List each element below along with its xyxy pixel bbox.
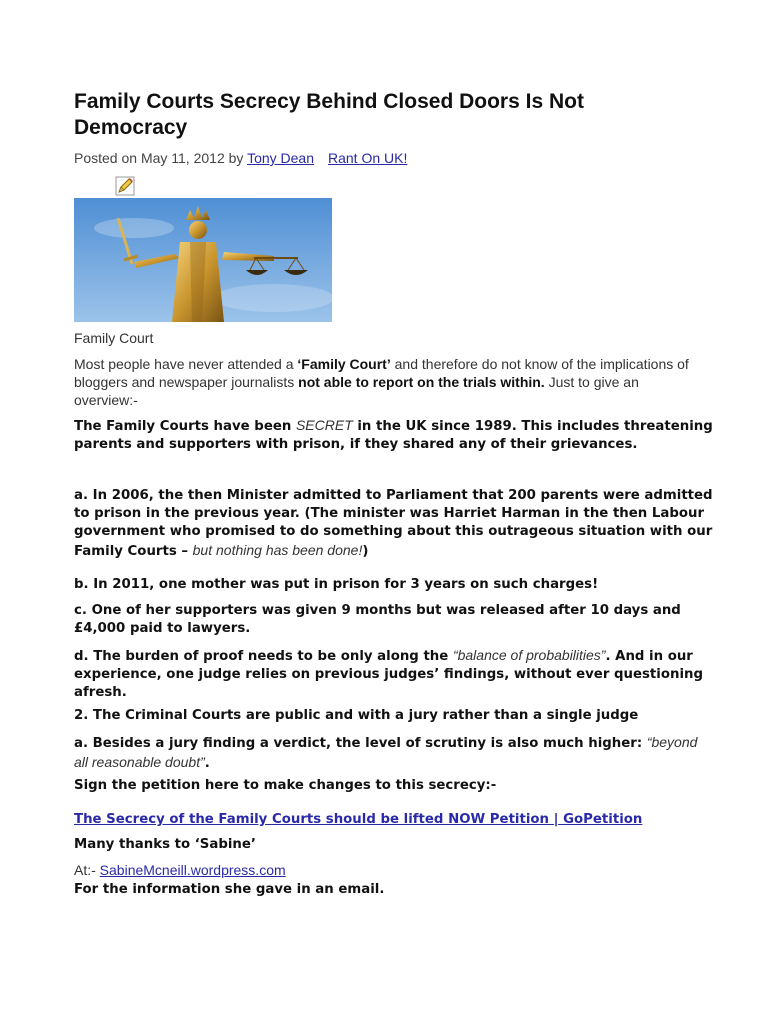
- article-title: Family Courts Secrecy Behind Closed Doors Is Not Democracy: [74, 90, 584, 139]
- posted-date: Posted on May 11, 2012 by: [74, 150, 244, 166]
- petition-link[interactable]: The Secrecy of the Family Courts should be lifted NOW Petition | GoPetition: [74, 812, 643, 827]
- intro-paragraph: [74, 355, 694, 409]
- post-meta: [74, 150, 407, 166]
- closing-text: For the information she gave in an email.: [74, 882, 385, 897]
- point-c: c. One of her supporters was given 9 months but was released after 10 days and £4,000 paid to lawyers.: [74, 603, 681, 636]
- point-a-end: ): [362, 544, 369, 559]
- image-caption: Family Court: [74, 330, 154, 346]
- point-a-italic: but nothing has been done!: [192, 542, 363, 558]
- point-a-text: a. In 2006, the then Minister admitted to Parliament that 200 parents were admitted to prison in the previous year. (The minister was Harriet Harman in the then Labour government who promised to do something about this outrageous situation with our Family Courts –: [74, 488, 713, 559]
- source-link[interactable]: SabineMcneill.wordpress.com: [99, 862, 286, 878]
- secret-text-1: The Family Courts have been: [74, 419, 296, 434]
- intro-bold-2: not able to report on the trials within.: [298, 374, 545, 390]
- sign-petition-text: Sign the petition here to make changes to this secrecy:-: [74, 778, 497, 793]
- source-line: [74, 862, 286, 878]
- intro-text-2: and therefore do not know of the implications of bloggers and newspaper journalists: [74, 356, 689, 390]
- source-prefix: At:-: [74, 862, 100, 878]
- intro-text-3: Just to give an overview:-: [74, 374, 639, 408]
- point-2a: [74, 733, 714, 773]
- category-link[interactable]: Rant On UK!: [328, 150, 408, 166]
- point-2: 2. The Criminal Courts are public and with a jury rather than a single judge: [74, 708, 639, 723]
- point-d: [74, 646, 714, 702]
- edit-pencil-icon[interactable]: [115, 176, 135, 196]
- secret-paragraph: [74, 416, 714, 454]
- secret-italic: SECRET: [295, 417, 353, 433]
- lady-justice-photo: [74, 198, 332, 322]
- author-link[interactable]: Tony Dean: [247, 150, 314, 166]
- thanks-text: Many thanks to ‘Sabine’: [74, 837, 256, 852]
- point-b: b. In 2011, one mother was put in prison for 3 years on such charges!: [74, 577, 599, 592]
- intro-text-1: Most people have never attended a: [74, 356, 298, 372]
- secret-text-2: in the UK since 1989. This includes threatening parents and supporters with prison, if they shared any of their grievances.: [74, 419, 713, 452]
- point-d-italic: “balance of probabilities”: [452, 647, 606, 663]
- point-a: [74, 487, 714, 561]
- point-2a-text-1: a. Besides a jury finding a verdict, the level of scrutiny is also much higher:: [74, 736, 647, 751]
- point-2a-text-2: .: [204, 756, 210, 771]
- intro-bold-1: ‘Family Court’: [297, 356, 391, 372]
- point-2a-italic: “beyond all reasonable doubt”: [74, 734, 698, 770]
- point-d-text-1: d. The burden of proof needs to be only along the: [74, 649, 453, 664]
- point-d-text-2: . And in our experience, one judge relies on previous judges’ findings, without ever questioning afresh.: [74, 649, 703, 700]
